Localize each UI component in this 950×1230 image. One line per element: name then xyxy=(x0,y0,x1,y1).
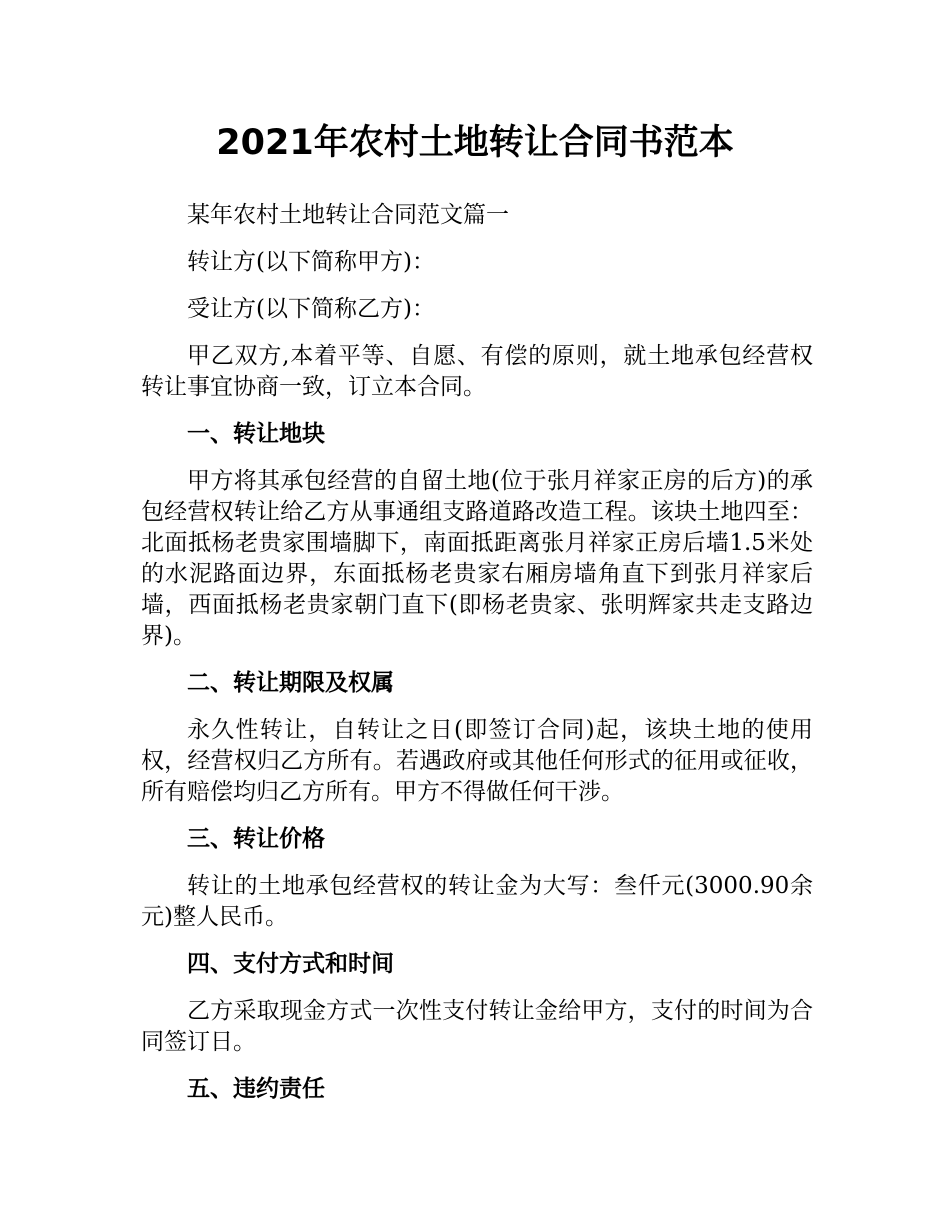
paragraph-preamble: 甲乙双方,本着平等、自愿、有偿的原则，就土地承包经营权转让事宜协商一致，订立本合同。 xyxy=(141,343,813,400)
section-heading-payment: 四、支付方式和时间 xyxy=(187,951,394,977)
section-heading-land-parcel: 一、转让地块 xyxy=(187,421,325,447)
paragraph-contract-name: 某年农村土地转让合同范文篇一 xyxy=(187,202,509,228)
document-body xyxy=(141,200,813,1121)
section-heading-liability: 五、违约责任 xyxy=(187,1076,325,1102)
paragraph-transferee: 受让方(以下简称乙方)： xyxy=(187,296,435,322)
section-heading-term-ownership: 二、转让期限及权属 xyxy=(187,670,394,696)
section-heading-price: 三、转让价格 xyxy=(187,826,325,852)
paragraph-term-ownership: 永久性转让，自转让之日(即签订合同)起，该块土地的使用权，经营权归乙方所有。若遇政府或其他任何形式的征用或征收，所有赔偿均归乙方所有。甲方不得做任何干涉。 xyxy=(141,717,813,805)
paragraph-payment: 乙方采取现金方式一次性支付转让金给甲方，支付的时间为合同签订日。 xyxy=(141,998,813,1055)
paragraph-transferor: 转让方(以下简称甲方)： xyxy=(187,249,435,275)
paragraph-land-parcel: 甲方将其承包经营的自留土地(位于张月祥家正房的后方)的承包经营权转让给乙方从事通组支路道路改造工程。该块土地四至：北面抵杨老贵家围墙脚下，南面抵距离张月祥家正房后墙1.5米处的水泥路面边界，东面抵杨老贵家右厢房墙角直下到张月祥家后墙，西面抵杨老贵家朝门直下(即杨老贵家、张明辉家共走支路边界)。 xyxy=(141,468,813,649)
document-title: 2021年农村土地转让合同书范本 xyxy=(216,123,734,163)
paragraph-price: 转让的土地承包经营权的转让金为大写：叁仟元(3000.90余元)整人民币。 xyxy=(141,873,813,930)
